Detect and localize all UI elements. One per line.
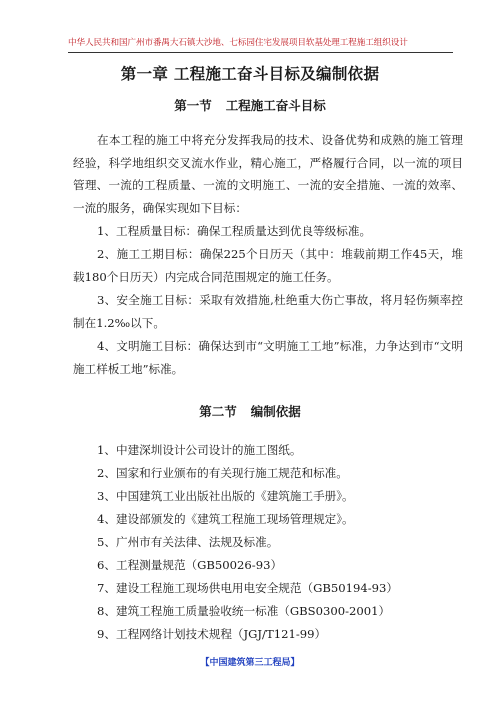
page-header-text: 中华人民共和国广州市番禺大石镇大沙地、七标园住宅发展项目软基处理工程施工组织设计 [68, 38, 408, 48]
section-1-number: 第一节 [174, 98, 212, 113]
basis-item: 4、建设部颁发的《建筑工程施工现场管理规定》。 [97, 512, 354, 526]
basis-item: 6、工程测量规范（GB50026-93） [97, 558, 283, 572]
section-2-title: 编制依据 [250, 404, 301, 419]
chapter-title: 第一章 工程施工奋斗目标及编制依据 [120, 65, 380, 83]
section-2-number: 第二节 [199, 404, 237, 419]
page-footer: 【中国建筑第三工程局】 [200, 658, 300, 668]
section-1-paragraph-quality: 1、工程质量目标：确保工程质量达到优良等级标准。 [97, 224, 372, 238]
basis-item: 5、广州市有关法律、法规及标准。 [97, 535, 279, 549]
section-1-heading [0, 96, 500, 114]
section-2-heading [0, 402, 500, 420]
section-1-paragraph-civilized: 4、文明施工目标：确保达到市“文明施工工地”标准，力争达到市“文明施工样板工地”标准。 [73, 339, 463, 376]
section-1-paragraph-schedule: 2、施工工期目标：确保225个日历天（其中：堆载前期工作45天，堆载180个日历天）内完成合同范围规定的施工任务。 [73, 247, 463, 284]
section-1-title: 工程施工奋斗目标 [225, 98, 326, 113]
basis-item: 1、中建深圳设计公司设计的施工图纸。 [97, 443, 302, 457]
page-header [68, 36, 453, 53]
section-1-paragraph-intro: 在本工程的施工中将充分发挥我局的技术、设备优势和成熟的施工管理经验，科学地组织交叉流水作业，精心施工，严格履行合同，以一流的项目管理、一流的工程质量、一流的文明施工、一流的安全措施、一流的效率、一流的服务，确保实现如下目标： [73, 133, 463, 216]
basis-item: 7、建设工程施工现场供电用电安全规范（GB50194-93） [97, 581, 398, 595]
basis-item: 3、中国建筑工业出版社出版的《建筑施工手册》。 [97, 489, 354, 503]
section-1-paragraph-safety: 3、安全施工目标：采取有效措施,杜绝重大伤亡事故，将月轻伤频率控制在1.2‰以下。 [73, 293, 463, 330]
basis-item: 2、国家和行业颁布的有关现行施工规范和标准。 [97, 466, 348, 480]
basis-item: 9、工程网络计划技术规程（JGJ/T121-99） [97, 627, 327, 641]
basis-item: 8、建筑工程施工质量验收统一标准（GBS0300-2001） [97, 604, 391, 618]
